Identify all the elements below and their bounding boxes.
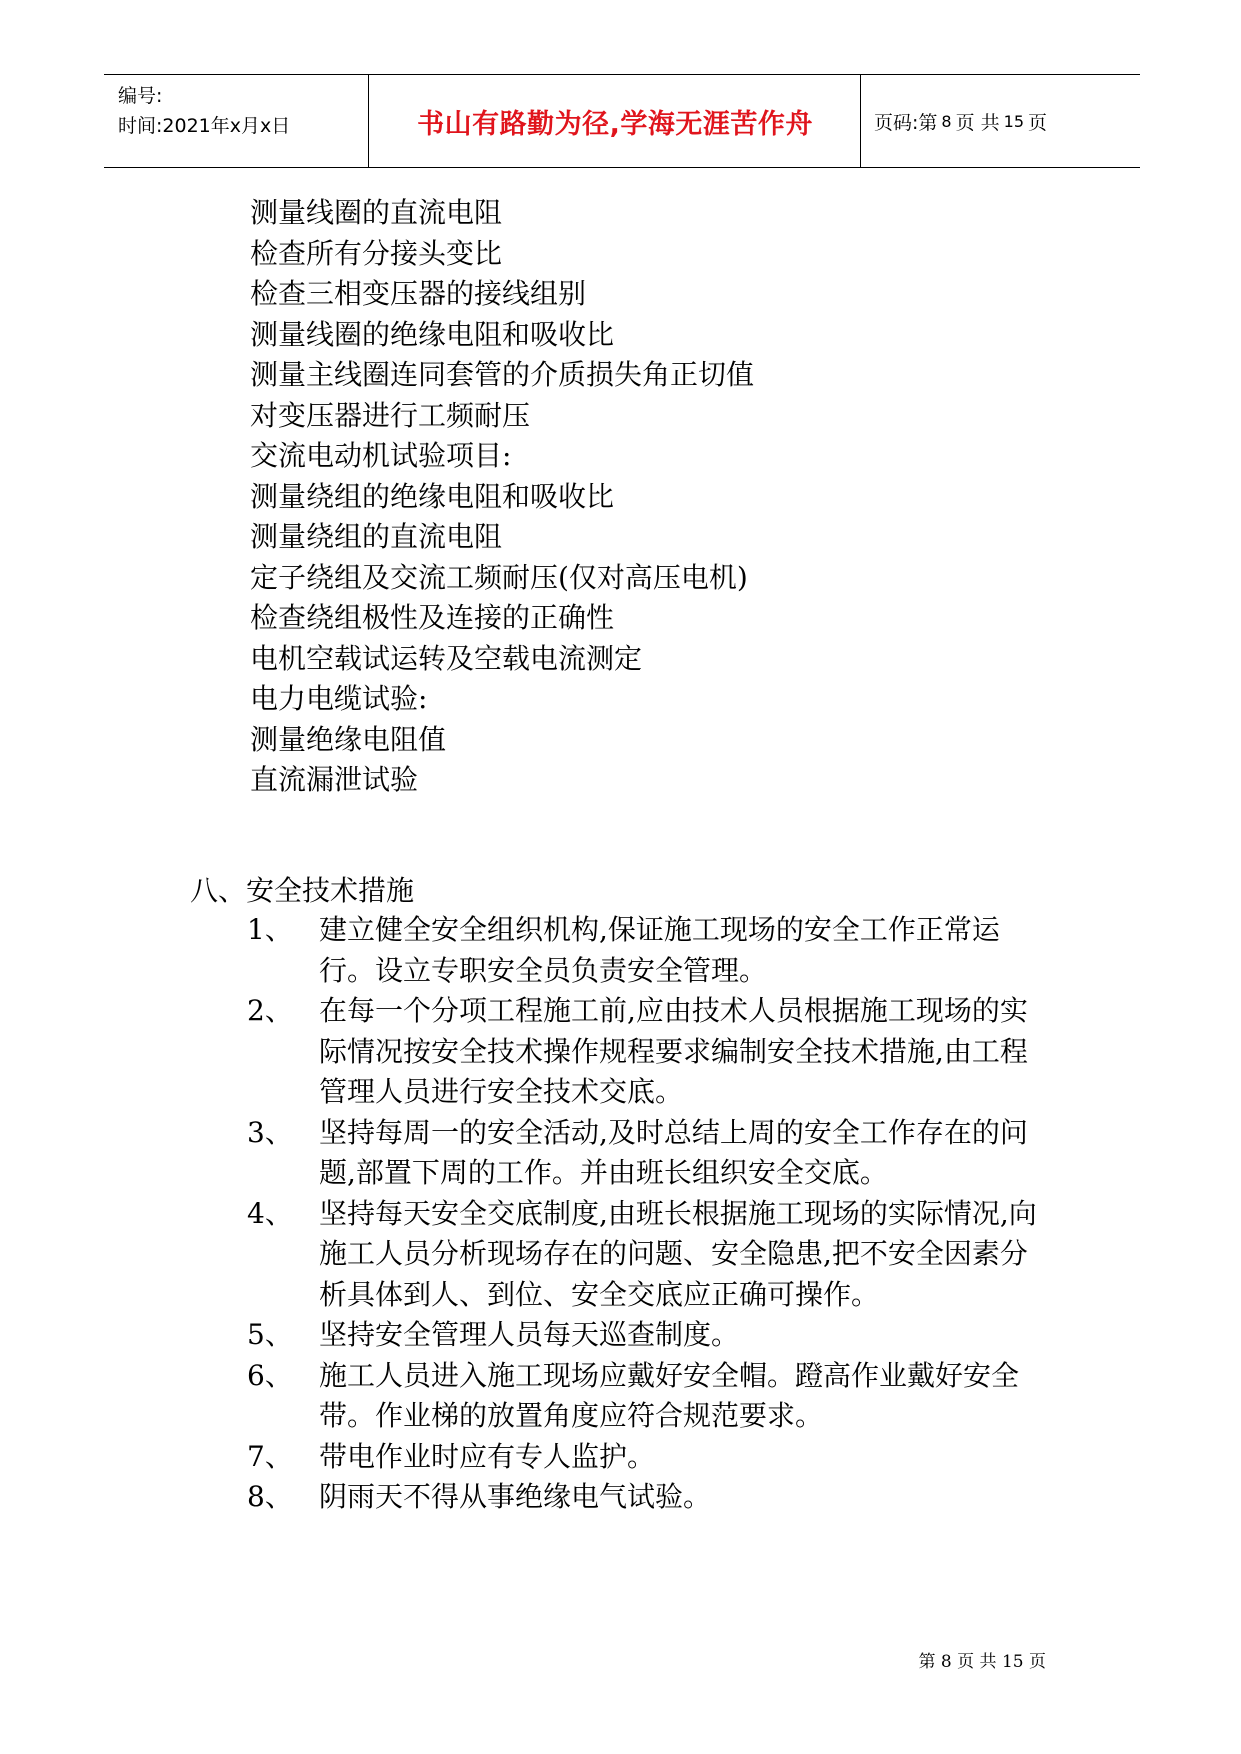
- list-item: 定子绕组及交流工频耐压(仅对高压电机): [250, 560, 748, 594]
- list-item: 对变压器进行工频耐压: [250, 398, 531, 432]
- safety-measures-list: [200, 910, 1060, 1518]
- item-text: 施工人员进入施工现场应戴好安全帽。蹬高作业戴好安全带。作业梯的放置角度应符合规范要求。: [319, 1358, 1020, 1432]
- page-prefix: 页码:第: [874, 111, 938, 134]
- header-divider: [368, 75, 369, 167]
- page-total: 15: [1003, 111, 1024, 131]
- list-item: [200, 1315, 1060, 1356]
- list-item: 检查绕组极性及连接的正确性: [250, 601, 615, 634]
- item-text: 阴雨天不得从事绝缘电气试验。: [319, 1480, 712, 1513]
- item-text: 坚持每天安全交底制度,由班长根据施工现场的实际情况,向施工人员分析现场存在的问题、安全隐患,把不安全因素分析具体到人、到位、安全交底应正确可操作。: [319, 1196, 1037, 1311]
- item-text: 建立健全安全组织机构,保证施工现场的安全工作正常运行。设立专职安全员负责安全管理。: [319, 913, 1000, 987]
- page-header: [104, 74, 1140, 168]
- item-number: 4、: [247, 1196, 293, 1230]
- list-item: 测量线圈的直流电阻: [250, 196, 503, 229]
- list-item: 检查所有分接头变比: [250, 236, 503, 270]
- item-text: 坚持每周一的安全活动,及时总结上周的安全工作存在的问题,部置下周的工作。并由班长组织安全交底。: [319, 1115, 1028, 1189]
- list-item: 电力电缆试验:: [250, 682, 428, 715]
- item-number: 3、: [247, 1115, 293, 1149]
- item-number: 1、: [247, 913, 293, 946]
- header-page-info: [874, 75, 1047, 167]
- list-item: 测量绝缘电阻值: [250, 722, 447, 756]
- list-item: [200, 991, 1060, 1113]
- list-item: 交流电动机试验项目:: [250, 439, 512, 472]
- list-item: [200, 1437, 1060, 1478]
- list-item: 电机空载试运转及空载电流测定: [250, 641, 643, 675]
- serial-label: 编号:: [118, 85, 163, 107]
- header-meta: [118, 81, 290, 141]
- header-motto: 书山有路勤为径,学海无涯苦作舟: [417, 108, 813, 140]
- list-item: 测量绕组的绝缘电阻和吸收比: [250, 479, 615, 513]
- page-current: 8: [941, 111, 952, 131]
- test-items-list: [250, 193, 754, 801]
- page-suffix: 页: [1028, 111, 1048, 134]
- item-number: 2、: [247, 994, 293, 1027]
- list-item: [200, 1113, 1060, 1194]
- time-label: 时间:2021年x月x日: [118, 115, 291, 137]
- list-item: 测量线圈的绝缘电阻和吸收比: [250, 317, 615, 351]
- list-item: [200, 910, 1060, 991]
- list-item: 检查三相变压器的接线组别: [250, 277, 587, 310]
- item-text: 在每一个分项工程施工前,应由技术人员根据施工现场的实际情况按安全技术操作规程要求编制安全技术措施,由工程管理人员进行安全技术交底。: [319, 994, 1028, 1108]
- list-item: [200, 1356, 1060, 1437]
- page-mid: 页 共: [955, 111, 1000, 134]
- item-number: 5、: [247, 1318, 293, 1351]
- list-item: 直流漏泄试验: [250, 763, 419, 796]
- header-divider: [860, 75, 861, 167]
- item-number: 6、: [247, 1358, 293, 1392]
- item-number: 7、: [247, 1439, 293, 1473]
- list-item: 测量绕组的直流电阻: [250, 520, 503, 553]
- list-item: [200, 1194, 1060, 1316]
- item-text: 带电作业时应有专人监护。: [319, 1439, 656, 1473]
- list-item: 测量主线圈连同套管的介质损失角正切值: [250, 358, 755, 391]
- page-footer: 第 8 页 共 15 页: [918, 1652, 1046, 1672]
- section-heading: 八、安全技术措施: [190, 874, 415, 907]
- list-item: [200, 1477, 1060, 1518]
- item-number: 8、: [247, 1480, 293, 1513]
- item-text: 坚持安全管理人员每天巡查制度。: [319, 1318, 740, 1351]
